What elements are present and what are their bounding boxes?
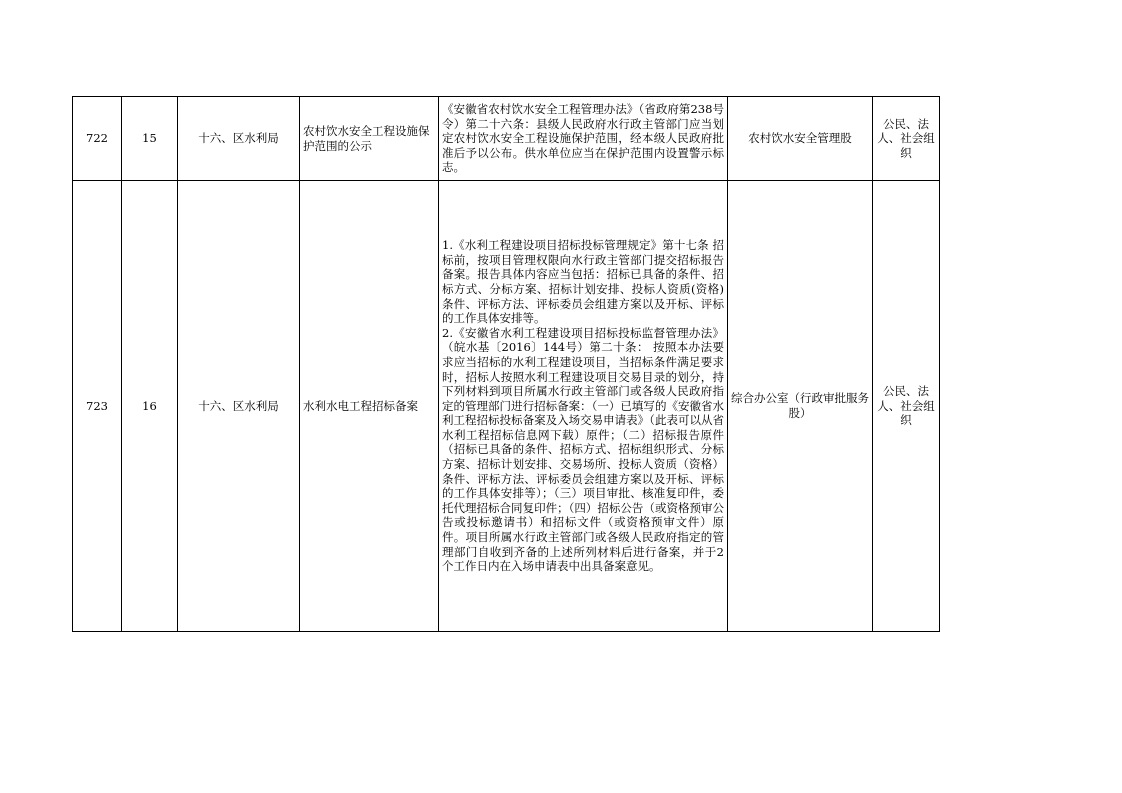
department-cell: 十六、区水利局 xyxy=(178,97,300,181)
responsibility-table xyxy=(72,96,940,632)
item-name-cell: 水利水电工程招标备案 xyxy=(300,181,439,632)
legal-basis-cell xyxy=(439,97,728,181)
legal-basis-cell xyxy=(439,181,728,632)
seq-cell: 722 xyxy=(73,97,122,181)
department-cell: 十六、区水利局 xyxy=(178,181,300,632)
sub-seq-cell: 16 xyxy=(122,181,178,632)
legal-basis-text: 1.《水利工程建设项目招标投标管理规定》第十七条 招标前，按项目管理权限向水行政主管部门提交招标报告备案。报告具体内容应当包括：招标已具备的条件、招标方式、分标方案、招标计划安排、投标人资质(资格)条件、评标方法、评标委员会组建方案以及开标、评标的工作具体安排等。 2.《安徽省水利工程建设项目招标投标监督管理办法》（皖水基〔2016〕144号）第二十条： 按照本办法要求应当招标的水利工程建设项目，当招标条件满足要求时，招标人按照水利工程建设项目交易目录的划分，持下列材料到项目所属水行政主管部门或各级人民政府指定的管理部门进行招标备案：（一）已填写的《安徽省水利工程招标投标备案及入场交易申请表》（此表可以从省水利工程招标信息网下载）原件；（二）招标报告原件（招标已具备的条件、招标方式、招标组织形式、分标方案、招标计划安排、交易场所、投标人资质（资格）条件、评标方法、评标委员会组建方案以及开标、评标的工作具体安排等）；（三）项目审批、核准复印件，委托代理招标合同复印件；（四）招标公告（或资格预审公告或投标邀请书）和招标文件（或资格预审文件）原件。项目所属水行政主管部门或各级人民政府指定的管理部门自收到齐备的上述所列材料后进行备案，并于2个工作日内在入场申请表中出具备案意见。 xyxy=(442,238,724,574)
item-name-cell: 农村饮水安全工程设施保护范围的公示 xyxy=(300,97,439,181)
office-cell: 综合办公室（行政审批服务股） xyxy=(728,181,873,632)
target-cell: 公民、法人、社会组织 xyxy=(873,97,940,181)
legal-basis-text: 《安徽省农村饮水安全工程管理办法》（省政府第238号令）第二十六条：县级人民政府水行政主管部门应当划定农村饮水安全工程设施保护范围，经本级人民政府批准后予以公布。供水单位应当在保护范围内设置警示标志。 xyxy=(442,102,724,175)
sub-seq-cell: 15 xyxy=(122,97,178,181)
target-cell: 公民、法人、社会组织 xyxy=(873,181,940,632)
table-row xyxy=(73,181,940,632)
table-row xyxy=(73,97,940,181)
office-cell: 农村饮水安全管理股 xyxy=(728,97,873,181)
seq-cell: 723 xyxy=(73,181,122,632)
